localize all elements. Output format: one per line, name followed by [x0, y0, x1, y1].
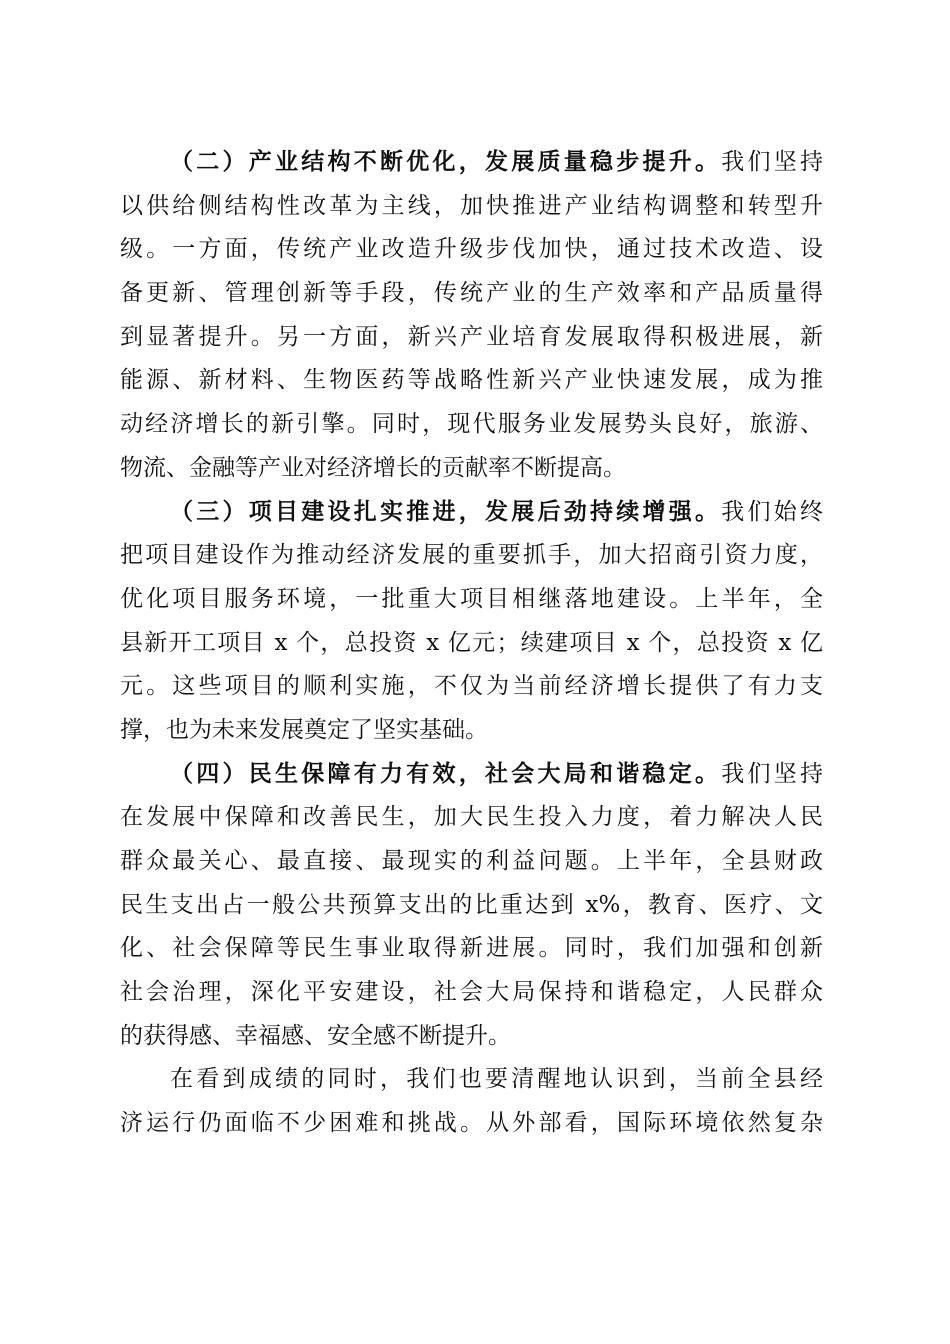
section-heading: （四）民生保障有力有效，社会大局和谐稳定。	[170, 760, 722, 787]
text-line	[120, 1015, 823, 1059]
line-text: 优化项目服务环境，一批重大项目相继落地建设。上半年，全	[120, 585, 823, 612]
line-text: 物流、金融等产业对经济增长的贡献率不断提高。	[120, 454, 626, 481]
line-text: 动经济增长的新引擎。同时，现代服务业发展势头良好，旅游、	[120, 411, 823, 438]
line-text: 我们坚持	[721, 149, 823, 175]
paragraph	[120, 141, 823, 491]
line-text: 级。一方面，传统产业改造升级步伐加快，通过技术改造、设	[120, 236, 823, 263]
paragraph	[120, 491, 823, 753]
text-line	[120, 491, 823, 535]
line-text: 在发展中保障和改善民生，加大民生投入力度，着力解决人民	[120, 804, 823, 831]
text-line	[120, 403, 823, 447]
text-line	[120, 796, 823, 840]
text-line	[120, 622, 823, 666]
text-line	[120, 927, 823, 971]
paragraph	[120, 1058, 823, 1145]
line-text: 在看到成绩的同时，我们也要清醒地认识到，当前全县经	[170, 1066, 823, 1093]
line-text: 县新开工项目 x 个，总投资 x 亿元；续建项目 x 个，总投资 x 亿	[120, 629, 823, 656]
line-text: 群众最关心、最直接、最现实的利益问题。上半年，全县财政	[120, 848, 823, 874]
paragraph	[120, 753, 823, 1059]
text-line	[120, 709, 823, 753]
line-text: 备更新、管理创新等手段，传统产业的生产效率和产品质量得	[120, 280, 823, 307]
line-text: 的获得感、幸福感、安全感不断提升。	[120, 1022, 511, 1049]
section-heading: （二）产业结构不断优化，发展质量稳步提升。	[170, 149, 722, 175]
text-line	[120, 840, 823, 884]
text-line	[120, 272, 823, 316]
line-text: 到显著提升。另一方面，新兴产业培育发展取得积极进展，新	[120, 323, 823, 350]
line-text: 民生支出占一般公共预算支出的比重达到 x%，教育、医疗、文	[120, 891, 823, 918]
line-text: 我们始终	[721, 498, 823, 525]
text-line	[120, 971, 823, 1015]
line-text: 济运行仍面临不少困难和挑战。从外部看，国际环境依然复杂	[120, 1110, 823, 1137]
text-line	[120, 884, 823, 928]
line-text: 以供给侧结构性改革为主线，加快推进产业结构调整和转型升	[120, 192, 823, 219]
text-line	[120, 1058, 823, 1102]
text-line	[120, 359, 823, 403]
text-line	[120, 316, 823, 360]
line-text: 社会治理，深化平安建设，社会大局保持和谐稳定，人民群众	[120, 979, 823, 1006]
line-text: 撑，也为未来发展奠定了坚实基础。	[120, 716, 488, 743]
line-text: 化、社会保障等民生事业取得新进展。同时，我们加强和创新	[120, 935, 823, 962]
text-line	[120, 228, 823, 272]
line-text: 元。这些项目的顺利实施，不仅为当前经济增长提供了有力支	[120, 673, 823, 700]
line-text: 能源、新材料、生物医药等战略性新兴产业快速发展，成为推	[120, 367, 823, 394]
text-line	[120, 534, 823, 578]
section-heading: （三）项目建设扎实推进，发展后劲持续增强。	[170, 498, 722, 525]
text-line	[120, 665, 823, 709]
text-line	[120, 578, 823, 622]
line-text: 把项目建设作为推动经济发展的重要抓手，加大招商引资力度，	[120, 542, 823, 569]
line-text: 我们坚持	[721, 760, 823, 787]
text-line	[120, 753, 823, 797]
document-body	[120, 141, 823, 1146]
text-line	[120, 1102, 823, 1146]
text-line	[120, 185, 823, 229]
text-line	[120, 447, 823, 491]
text-line	[120, 141, 823, 185]
